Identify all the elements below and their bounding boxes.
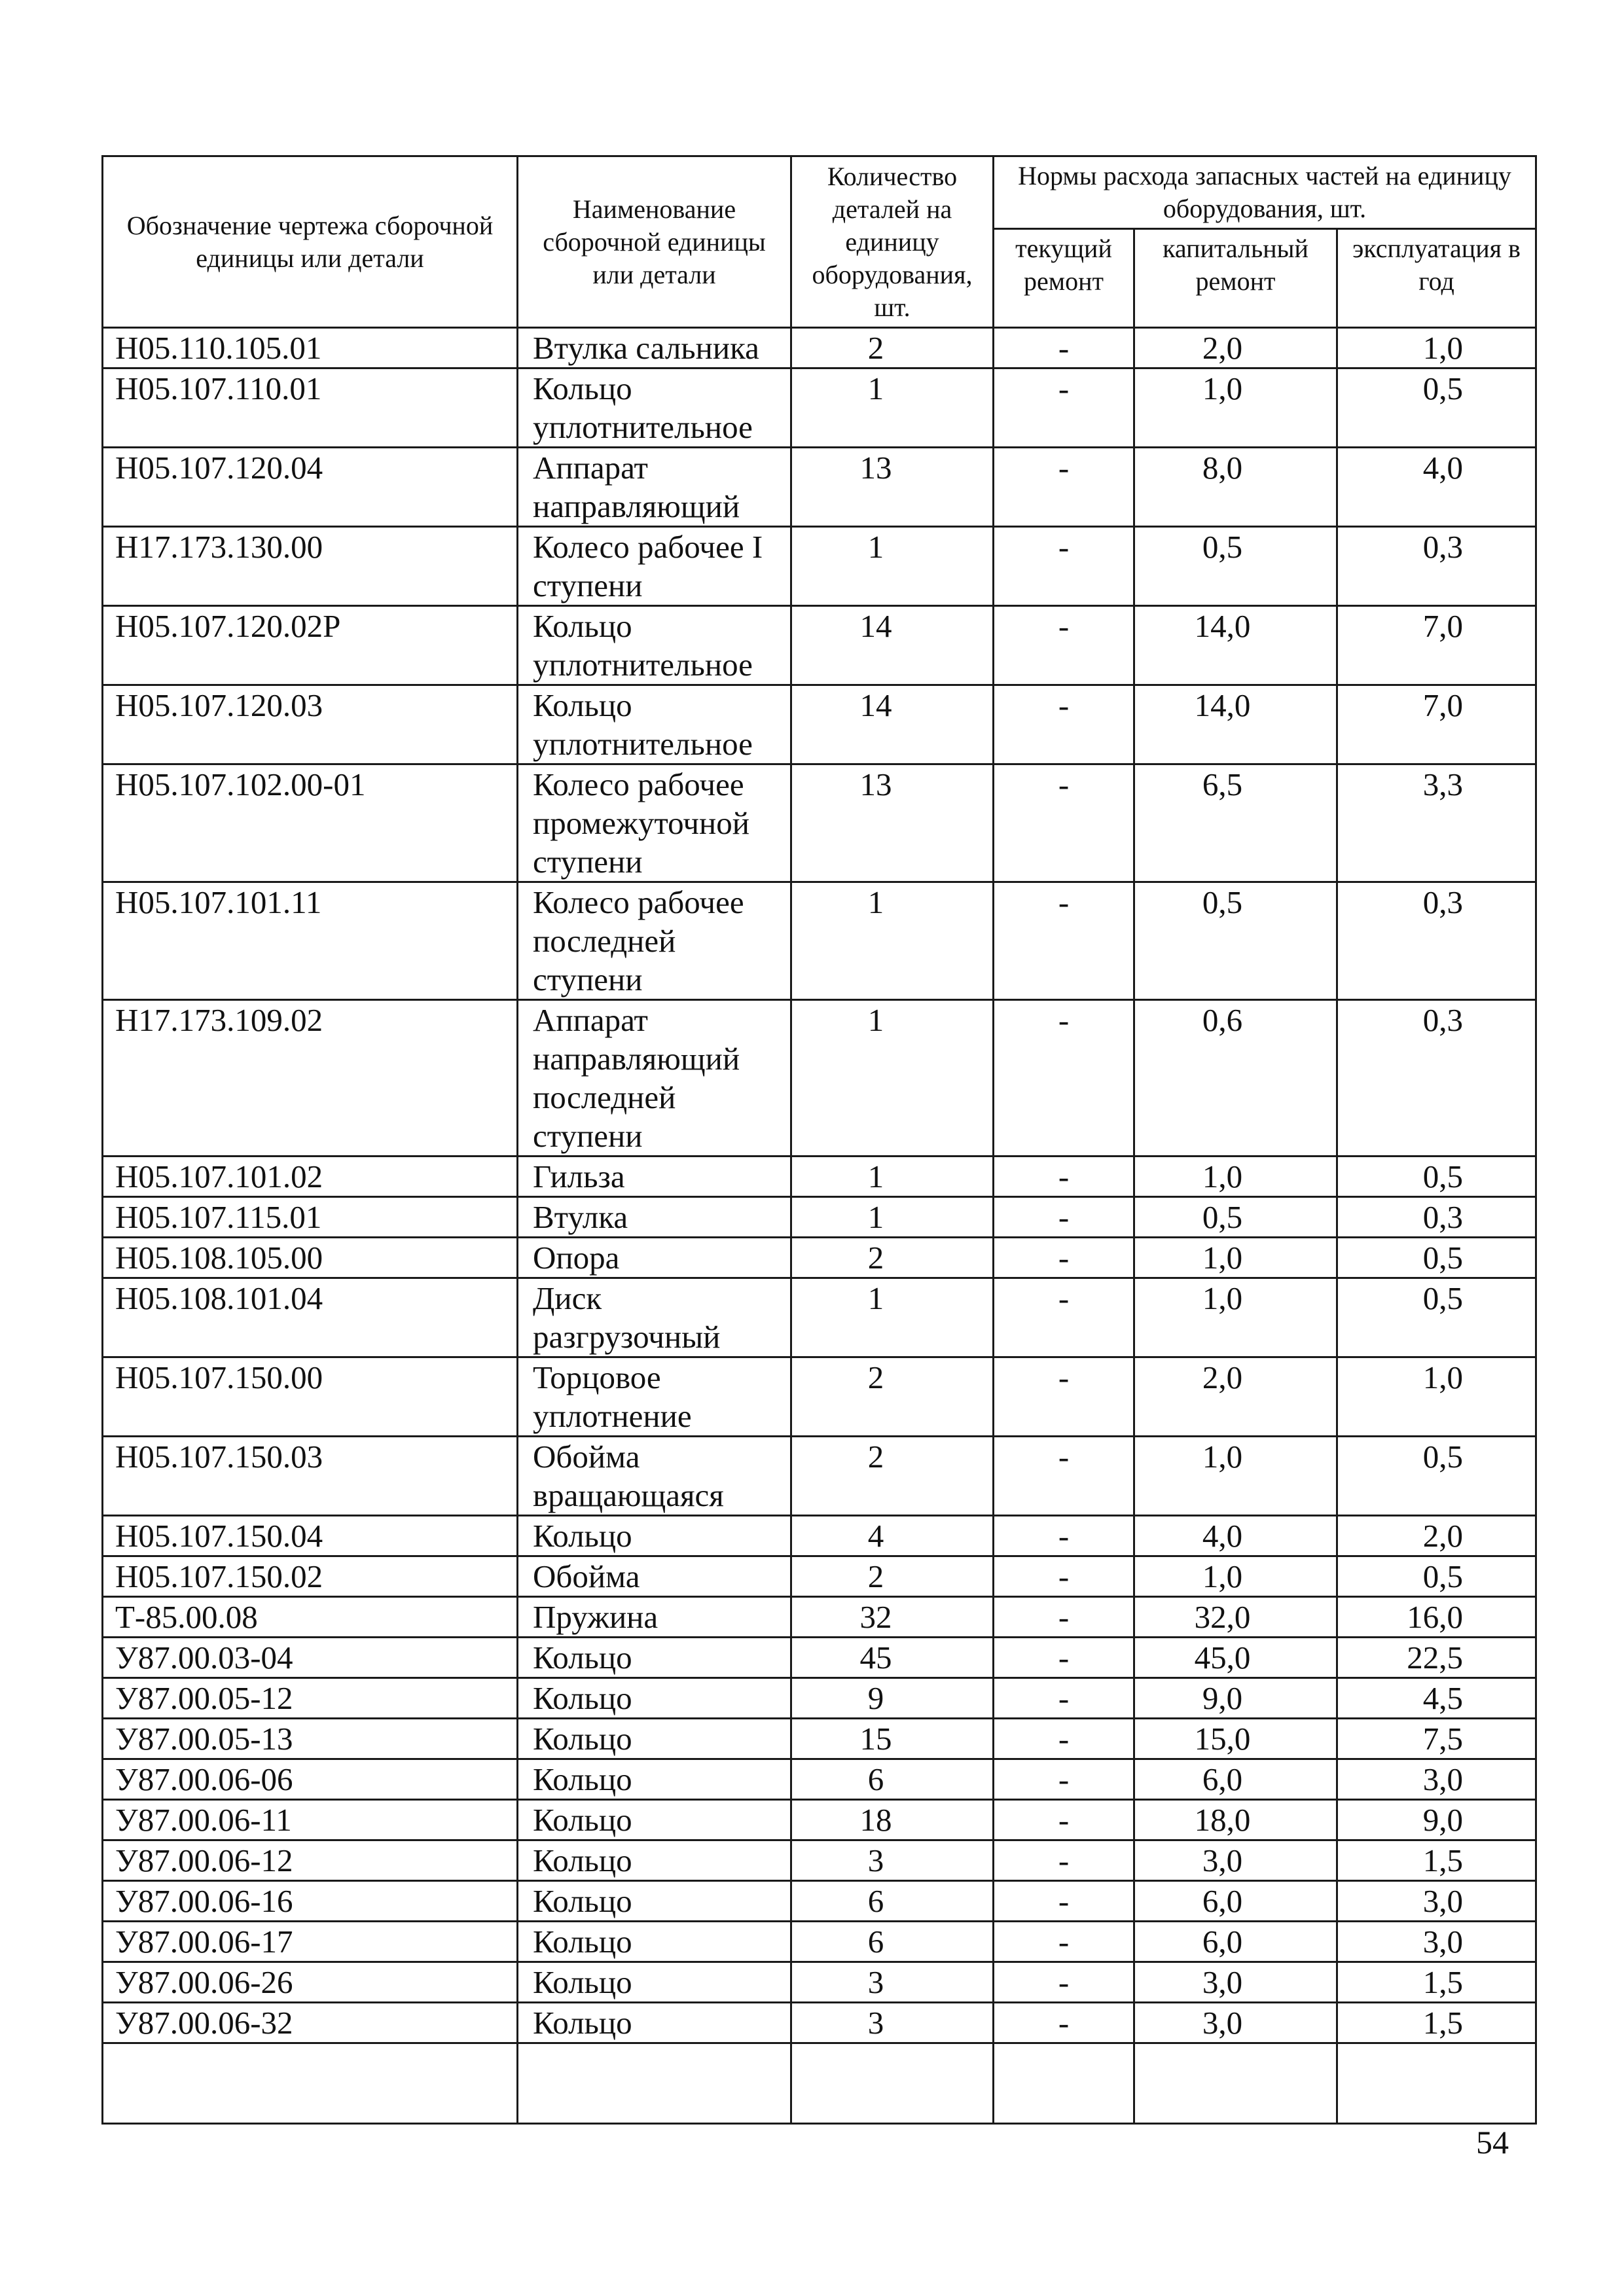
cell-quantity: 1 bbox=[791, 882, 994, 1000]
cell-designation: У87.00.06-06 bbox=[103, 1759, 518, 1800]
cell-capital-repair: 1,0 bbox=[1134, 368, 1337, 448]
table-row bbox=[103, 1357, 1536, 1437]
cell-current-repair: - bbox=[994, 1678, 1134, 1719]
cell-exploitation: 3,0 bbox=[1337, 1759, 1536, 1800]
cell-name: Гильза bbox=[518, 1157, 791, 1197]
cell-quantity: 32 bbox=[791, 1597, 994, 1638]
header-norms-group: Нормы расхода запасных частей на единицу оборудования, шт. bbox=[994, 156, 1536, 229]
cell-current-repair: - bbox=[994, 1516, 1134, 1556]
header-capital-repair: капитальный ремонт bbox=[1134, 229, 1337, 328]
cell-quantity: 2 bbox=[791, 1437, 994, 1516]
header-quantity: Количество деталей на единицу оборудования, шт. bbox=[791, 156, 994, 328]
cell-exploitation: 1,0 bbox=[1337, 1357, 1536, 1437]
cell-designation: Н05.107.110.01 bbox=[103, 368, 518, 448]
cell-current-repair: - bbox=[994, 1759, 1134, 1800]
table-header-row-1 bbox=[103, 156, 1536, 229]
cell-capital-repair: 9,0 bbox=[1134, 1678, 1337, 1719]
cell-quantity: 4 bbox=[791, 1516, 994, 1556]
cell-name: Пружина bbox=[518, 1597, 791, 1638]
table-body bbox=[103, 328, 1536, 2124]
table-row bbox=[103, 1597, 1536, 1638]
table-row bbox=[103, 328, 1536, 368]
cell-quantity: 14 bbox=[791, 685, 994, 764]
cell-exploitation: 0,3 bbox=[1337, 1197, 1536, 1238]
cell-name: Втулка bbox=[518, 1197, 791, 1238]
header-current-repair: текущий ремонт bbox=[994, 229, 1134, 328]
table-row bbox=[103, 1922, 1536, 1962]
cell-exploitation: 2,0 bbox=[1337, 1516, 1536, 1556]
cell-name: Втулка сальника bbox=[518, 328, 791, 368]
cell-quantity: 18 bbox=[791, 1800, 994, 1840]
cell-designation: Н05.108.101.04 bbox=[103, 1278, 518, 1357]
table-row bbox=[103, 1800, 1536, 1840]
cell-designation: Н05.107.150.04 bbox=[103, 1516, 518, 1556]
cell-current-repair: - bbox=[994, 1840, 1134, 1881]
cell-quantity: 14 bbox=[791, 606, 994, 685]
spare-parts-table bbox=[101, 155, 1537, 2125]
cell-quantity: 2 bbox=[791, 1238, 994, 1278]
cell-current-repair: - bbox=[994, 368, 1134, 448]
table-row bbox=[103, 1278, 1536, 1357]
cell-designation: Н05.107.101.11 bbox=[103, 882, 518, 1000]
table-row bbox=[103, 1437, 1536, 1516]
cell-capital-repair: 2,0 bbox=[1134, 328, 1337, 368]
cell-capital-repair: 1,0 bbox=[1134, 1238, 1337, 1278]
table-row bbox=[103, 1157, 1536, 1197]
table-row bbox=[103, 1197, 1536, 1238]
cell-current-repair: - bbox=[994, 606, 1134, 685]
cell-exploitation: 1,5 bbox=[1337, 2003, 1536, 2043]
cell-current-repair: - bbox=[994, 1719, 1134, 1759]
cell-exploitation: 3,0 bbox=[1337, 1922, 1536, 1962]
cell-designation: Н05.110.105.01 bbox=[103, 328, 518, 368]
cell-current-repair: - bbox=[994, 1881, 1134, 1922]
empty-cell bbox=[103, 2043, 518, 2124]
table-row bbox=[103, 1962, 1536, 2003]
cell-capital-repair: 32,0 bbox=[1134, 1597, 1337, 1638]
table-row bbox=[103, 2003, 1536, 2043]
cell-quantity: 15 bbox=[791, 1719, 994, 1759]
cell-current-repair: - bbox=[994, 1000, 1134, 1157]
cell-exploitation: 0,5 bbox=[1337, 1157, 1536, 1197]
cell-designation: Н05.107.150.02 bbox=[103, 1556, 518, 1597]
cell-name: Кольцо bbox=[518, 1678, 791, 1719]
cell-quantity: 3 bbox=[791, 2003, 994, 2043]
cell-quantity: 2 bbox=[791, 1357, 994, 1437]
cell-exploitation: 7,0 bbox=[1337, 606, 1536, 685]
cell-capital-repair: 3,0 bbox=[1134, 1840, 1337, 1881]
cell-designation: Т-85.00.08 bbox=[103, 1597, 518, 1638]
cell-name: Кольцо bbox=[518, 1638, 791, 1678]
cell-designation: Н05.107.150.03 bbox=[103, 1437, 518, 1516]
cell-exploitation: 1,5 bbox=[1337, 1840, 1536, 1881]
cell-current-repair: - bbox=[994, 1800, 1134, 1840]
cell-capital-repair: 0,5 bbox=[1134, 882, 1337, 1000]
empty-cell bbox=[791, 2043, 994, 2124]
cell-capital-repair: 1,0 bbox=[1134, 1157, 1337, 1197]
table-row bbox=[103, 527, 1536, 606]
cell-name: Колесо рабочее I ступени bbox=[518, 527, 791, 606]
cell-exploitation: 0,5 bbox=[1337, 368, 1536, 448]
cell-designation: У87.00.05-13 bbox=[103, 1719, 518, 1759]
cell-current-repair: - bbox=[994, 1278, 1134, 1357]
table-row bbox=[103, 1840, 1536, 1881]
table-row bbox=[103, 1556, 1536, 1597]
cell-exploitation: 9,0 bbox=[1337, 1800, 1536, 1840]
cell-quantity: 3 bbox=[791, 1962, 994, 2003]
cell-exploitation: 0,3 bbox=[1337, 1000, 1536, 1157]
cell-current-repair: - bbox=[994, 328, 1134, 368]
cell-capital-repair: 6,0 bbox=[1134, 1881, 1337, 1922]
cell-capital-repair: 0,6 bbox=[1134, 1000, 1337, 1157]
empty-cell bbox=[518, 2043, 791, 2124]
cell-capital-repair: 15,0 bbox=[1134, 1719, 1337, 1759]
cell-quantity: 2 bbox=[791, 1556, 994, 1597]
table-row bbox=[103, 448, 1536, 527]
cell-exploitation: 4,5 bbox=[1337, 1678, 1536, 1719]
cell-current-repair: - bbox=[994, 764, 1134, 882]
cell-capital-repair: 14,0 bbox=[1134, 606, 1337, 685]
cell-exploitation: 0,5 bbox=[1337, 1278, 1536, 1357]
cell-designation: Н05.107.120.04 bbox=[103, 448, 518, 527]
table-empty-row bbox=[103, 2043, 1536, 2124]
cell-designation: Н17.173.130.00 bbox=[103, 527, 518, 606]
table-row bbox=[103, 685, 1536, 764]
cell-name: Опора bbox=[518, 1238, 791, 1278]
cell-current-repair: - bbox=[994, 1157, 1134, 1197]
header-exploitation: эксплуатация в год bbox=[1337, 229, 1536, 328]
cell-designation: У87.00.06-11 bbox=[103, 1800, 518, 1840]
empty-cell bbox=[1337, 2043, 1536, 2124]
cell-exploitation: 16,0 bbox=[1337, 1597, 1536, 1638]
header-name: Наименование сборочной единицы или детали bbox=[518, 156, 791, 328]
cell-designation: Н05.107.115.01 bbox=[103, 1197, 518, 1238]
cell-capital-repair: 14,0 bbox=[1134, 685, 1337, 764]
table-row bbox=[103, 764, 1536, 882]
cell-name: Аппарат направляющий bbox=[518, 448, 791, 527]
cell-designation: У87.00.06-17 bbox=[103, 1922, 518, 1962]
cell-name: Обойма вращающаяся bbox=[518, 1437, 791, 1516]
table-row bbox=[103, 368, 1536, 448]
cell-name: Кольцо bbox=[518, 1759, 791, 1800]
cell-quantity: 45 bbox=[791, 1638, 994, 1678]
cell-designation: У87.00.03-04 bbox=[103, 1638, 518, 1678]
header-designation: Обозначение чертежа сборочной единицы или детали bbox=[103, 156, 518, 328]
cell-exploitation: 3,3 bbox=[1337, 764, 1536, 882]
cell-current-repair: - bbox=[994, 1962, 1134, 2003]
cell-current-repair: - bbox=[994, 1437, 1134, 1516]
table-row bbox=[103, 1238, 1536, 1278]
cell-designation: Н17.173.109.02 bbox=[103, 1000, 518, 1157]
cell-name: Диск разгрузочный bbox=[518, 1278, 791, 1357]
cell-capital-repair: 1,0 bbox=[1134, 1437, 1337, 1516]
cell-name: Кольцо bbox=[518, 1840, 791, 1881]
cell-name: Колесо рабочее промежуточной ступени bbox=[518, 764, 791, 882]
cell-capital-repair: 0,5 bbox=[1134, 1197, 1337, 1238]
empty-cell bbox=[994, 2043, 1134, 2124]
cell-designation: У87.00.05-12 bbox=[103, 1678, 518, 1719]
cell-designation: У87.00.06-16 bbox=[103, 1881, 518, 1922]
cell-exploitation: 0,5 bbox=[1337, 1556, 1536, 1597]
cell-capital-repair: 1,0 bbox=[1134, 1278, 1337, 1357]
cell-current-repair: - bbox=[994, 882, 1134, 1000]
cell-exploitation: 4,0 bbox=[1337, 448, 1536, 527]
cell-designation: Н05.107.120.02Р bbox=[103, 606, 518, 685]
cell-capital-repair: 18,0 bbox=[1134, 1800, 1337, 1840]
table-row bbox=[103, 882, 1536, 1000]
cell-current-repair: - bbox=[994, 2003, 1134, 2043]
cell-exploitation: 0,3 bbox=[1337, 882, 1536, 1000]
cell-current-repair: - bbox=[994, 1597, 1134, 1638]
cell-current-repair: - bbox=[994, 527, 1134, 606]
cell-exploitation: 1,5 bbox=[1337, 1962, 1536, 2003]
cell-quantity: 1 bbox=[791, 1197, 994, 1238]
cell-quantity: 1 bbox=[791, 1000, 994, 1157]
cell-name: Кольцо bbox=[518, 1922, 791, 1962]
cell-designation: Н05.107.150.00 bbox=[103, 1357, 518, 1437]
cell-current-repair: - bbox=[994, 1638, 1134, 1678]
cell-name: Кольцо bbox=[518, 2003, 791, 2043]
cell-name: Торцовое уплотнение bbox=[518, 1357, 791, 1437]
table-row bbox=[103, 606, 1536, 685]
cell-exploitation: 0,5 bbox=[1337, 1238, 1536, 1278]
cell-quantity: 2 bbox=[791, 328, 994, 368]
cell-capital-repair: 3,0 bbox=[1134, 1962, 1337, 2003]
cell-current-repair: - bbox=[994, 685, 1134, 764]
cell-capital-repair: 8,0 bbox=[1134, 448, 1337, 527]
cell-exploitation: 3,0 bbox=[1337, 1881, 1536, 1922]
cell-designation: Н05.107.102.00-01 bbox=[103, 764, 518, 882]
cell-designation: Н05.108.105.00 bbox=[103, 1238, 518, 1278]
cell-name: Кольцо уплотнительное bbox=[518, 685, 791, 764]
table-row bbox=[103, 1516, 1536, 1556]
cell-name: Кольцо bbox=[518, 1881, 791, 1922]
table-row bbox=[103, 1638, 1536, 1678]
cell-quantity: 6 bbox=[791, 1881, 994, 1922]
cell-current-repair: - bbox=[994, 1922, 1134, 1962]
cell-capital-repair: 6,0 bbox=[1134, 1759, 1337, 1800]
cell-capital-repair: 1,0 bbox=[1134, 1556, 1337, 1597]
cell-quantity: 1 bbox=[791, 527, 994, 606]
cell-exploitation: 0,5 bbox=[1337, 1437, 1536, 1516]
cell-quantity: 9 bbox=[791, 1678, 994, 1719]
cell-current-repair: - bbox=[994, 1197, 1134, 1238]
cell-designation: У87.00.06-26 bbox=[103, 1962, 518, 2003]
cell-quantity: 3 bbox=[791, 1840, 994, 1881]
cell-name: Аппарат направляющий последней ступени bbox=[518, 1000, 791, 1157]
cell-capital-repair: 4,0 bbox=[1134, 1516, 1337, 1556]
cell-designation: У87.00.06-12 bbox=[103, 1840, 518, 1881]
cell-designation: Н05.107.101.02 bbox=[103, 1157, 518, 1197]
table-row bbox=[103, 1881, 1536, 1922]
cell-quantity: 1 bbox=[791, 1278, 994, 1357]
cell-quantity: 13 bbox=[791, 448, 994, 527]
cell-quantity: 1 bbox=[791, 1157, 994, 1197]
cell-capital-repair: 3,0 bbox=[1134, 2003, 1337, 2043]
cell-current-repair: - bbox=[994, 448, 1134, 527]
cell-name: Кольцо bbox=[518, 1516, 791, 1556]
cell-exploitation: 7,5 bbox=[1337, 1719, 1536, 1759]
table-row bbox=[103, 1759, 1536, 1800]
cell-current-repair: - bbox=[994, 1556, 1134, 1597]
cell-capital-repair: 6,0 bbox=[1134, 1922, 1337, 1962]
cell-quantity: 1 bbox=[791, 368, 994, 448]
cell-name: Колесо рабочее последней ступени bbox=[518, 882, 791, 1000]
cell-capital-repair: 6,5 bbox=[1134, 764, 1337, 882]
cell-quantity: 6 bbox=[791, 1759, 994, 1800]
cell-exploitation: 0,3 bbox=[1337, 527, 1536, 606]
cell-designation: Н05.107.120.03 bbox=[103, 685, 518, 764]
empty-cell bbox=[1134, 2043, 1337, 2124]
cell-current-repair: - bbox=[994, 1238, 1134, 1278]
cell-name: Кольцо bbox=[518, 1962, 791, 2003]
cell-capital-repair: 45,0 bbox=[1134, 1638, 1337, 1678]
cell-name: Кольцо уплотнительное bbox=[518, 606, 791, 685]
cell-name: Кольцо уплотнительное bbox=[518, 368, 791, 448]
cell-exploitation: 7,0 bbox=[1337, 685, 1536, 764]
cell-designation: У87.00.06-32 bbox=[103, 2003, 518, 2043]
table-row bbox=[103, 1000, 1536, 1157]
cell-capital-repair: 2,0 bbox=[1134, 1357, 1337, 1437]
cell-exploitation: 22,5 bbox=[1337, 1638, 1536, 1678]
cell-quantity: 6 bbox=[791, 1922, 994, 1962]
cell-name: Кольцо bbox=[518, 1800, 791, 1840]
table-row bbox=[103, 1719, 1536, 1759]
cell-current-repair: - bbox=[994, 1357, 1134, 1437]
cell-name: Кольцо bbox=[518, 1719, 791, 1759]
cell-name: Обойма bbox=[518, 1556, 791, 1597]
page-number: 54 bbox=[1476, 2124, 1509, 2161]
cell-exploitation: 1,0 bbox=[1337, 328, 1536, 368]
table-row bbox=[103, 1678, 1536, 1719]
cell-quantity: 13 bbox=[791, 764, 994, 882]
cell-capital-repair: 0,5 bbox=[1134, 527, 1337, 606]
